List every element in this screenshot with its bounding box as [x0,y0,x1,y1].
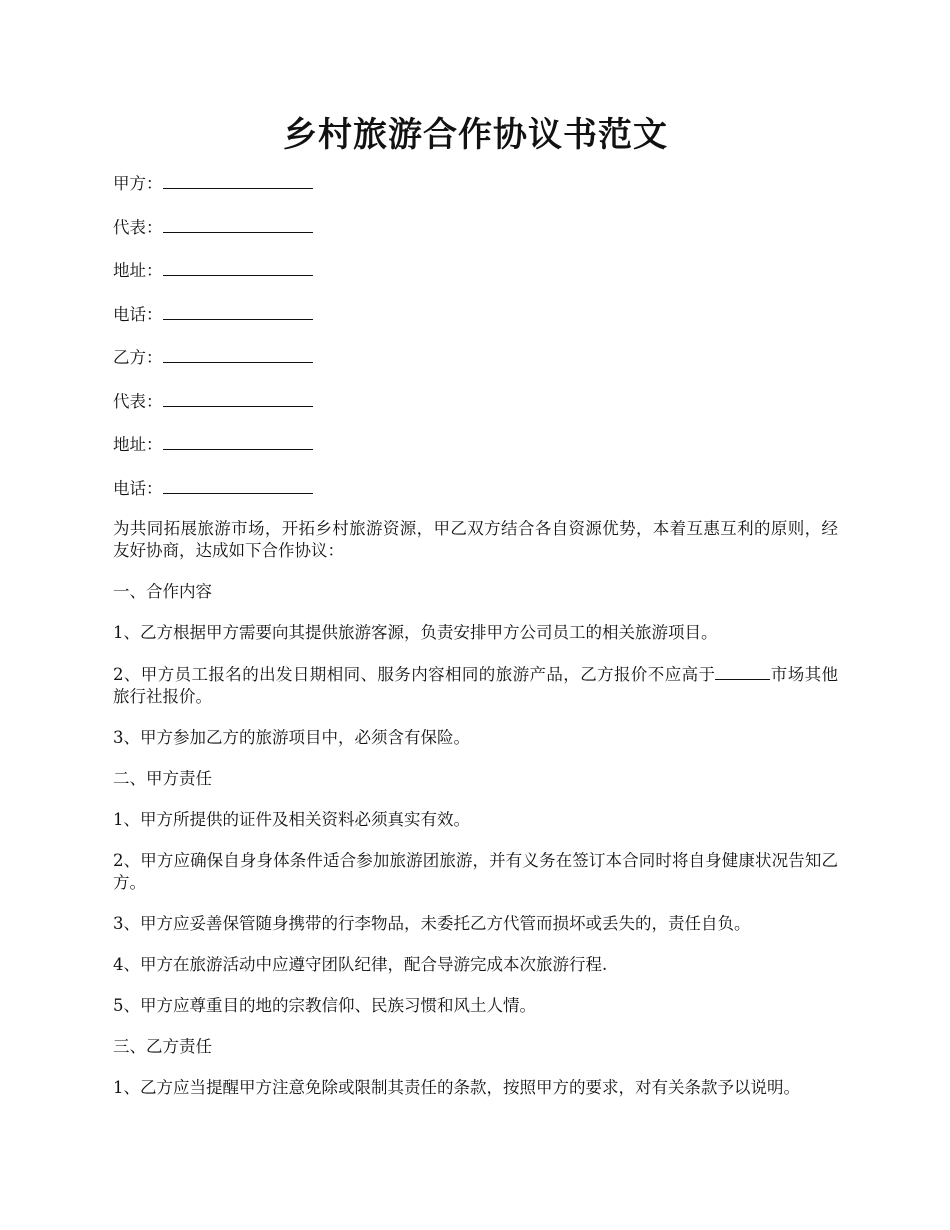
fill-in-blank [163,431,313,450]
fill-in-blank [715,663,770,680]
field-label: 地址： [113,261,163,280]
clause-paragraph [113,663,838,708]
fill-in-blank [163,475,313,494]
fill-in-blank [163,257,313,276]
field-label: 地址： [113,435,163,454]
fill-in-blank [163,388,313,407]
field-label: 电话： [113,478,163,498]
fill-in-blank [163,344,313,363]
clause-paragraph: 3、甲方应妥善保管随身携带的行李物品，未委托乙方代管而损坏或丢失的，责任自负。 [113,914,751,933]
clause-paragraph: 1、乙方应当提醒甲方注意免除或限制其责任的条款，按照甲方的要求，对有关条款予以说明。 [113,1078,800,1097]
field-label: 甲方： [113,174,163,193]
party-a-phone-field [113,301,838,327]
party-b-representative-field [113,388,838,414]
party-fields [113,170,838,501]
clause-paragraph: 3、甲方参加乙方的旅游项目中，必须含有保险。 [113,728,470,747]
agreement-body [113,518,838,1099]
clause-paragraph: 5、甲方应尊重目的地的宗教信仰、民族习惯和风土人情。 [113,996,536,1015]
clause-text: 2、甲方员工报名的出发日期相同、服务内容相同的旅游产品，乙方报价不应高于 [113,665,716,684]
party-b-phone-field [113,475,838,501]
party-b-address-field [113,431,838,457]
field-label: 乙方： [113,348,163,367]
clause-paragraph: 4、甲方在旅游活动中应遵守团队纪律，配合导游完成本次旅游行程. [113,955,608,974]
document-title: 乡村旅游合作协议书范文 [283,115,668,155]
section-heading: 一、合作内容 [113,582,212,601]
section-heading: 三、乙方责任 [113,1037,212,1056]
party-a-representative-field [113,214,838,240]
party-a-field [113,170,838,196]
clause-text: 市场其他旅行社报价。 [113,665,839,706]
intro-paragraph: 为共同拓展旅游市场，开拓乡村旅游资源，甲乙双方结合各自资源优势，本着互惠互利的原则，经友好协商，达成如下合作协议： [113,519,838,560]
field-label: 电话： [113,304,163,324]
field-label: 代表： [113,391,163,411]
section-heading: 二、甲方责任 [113,769,212,788]
fill-in-blank [163,170,313,189]
clause-paragraph: 2、甲方应确保自身身体条件适合参加旅游团旅游，并有义务在签订本合同时将自身健康状况告知乙方。 [113,851,838,892]
field-label: 代表： [113,217,163,237]
clause-paragraph: 1、乙方根据甲方需要向其提供旅游客源，负责安排甲方公司员工的相关旅游项目。 [113,623,718,642]
party-b-field [113,344,838,370]
fill-in-blank [163,214,313,233]
clause-paragraph: 1、甲方所提供的证件及相关资料必须真实有效。 [113,810,470,829]
fill-in-blank [163,301,313,320]
party-a-address-field [113,257,838,283]
